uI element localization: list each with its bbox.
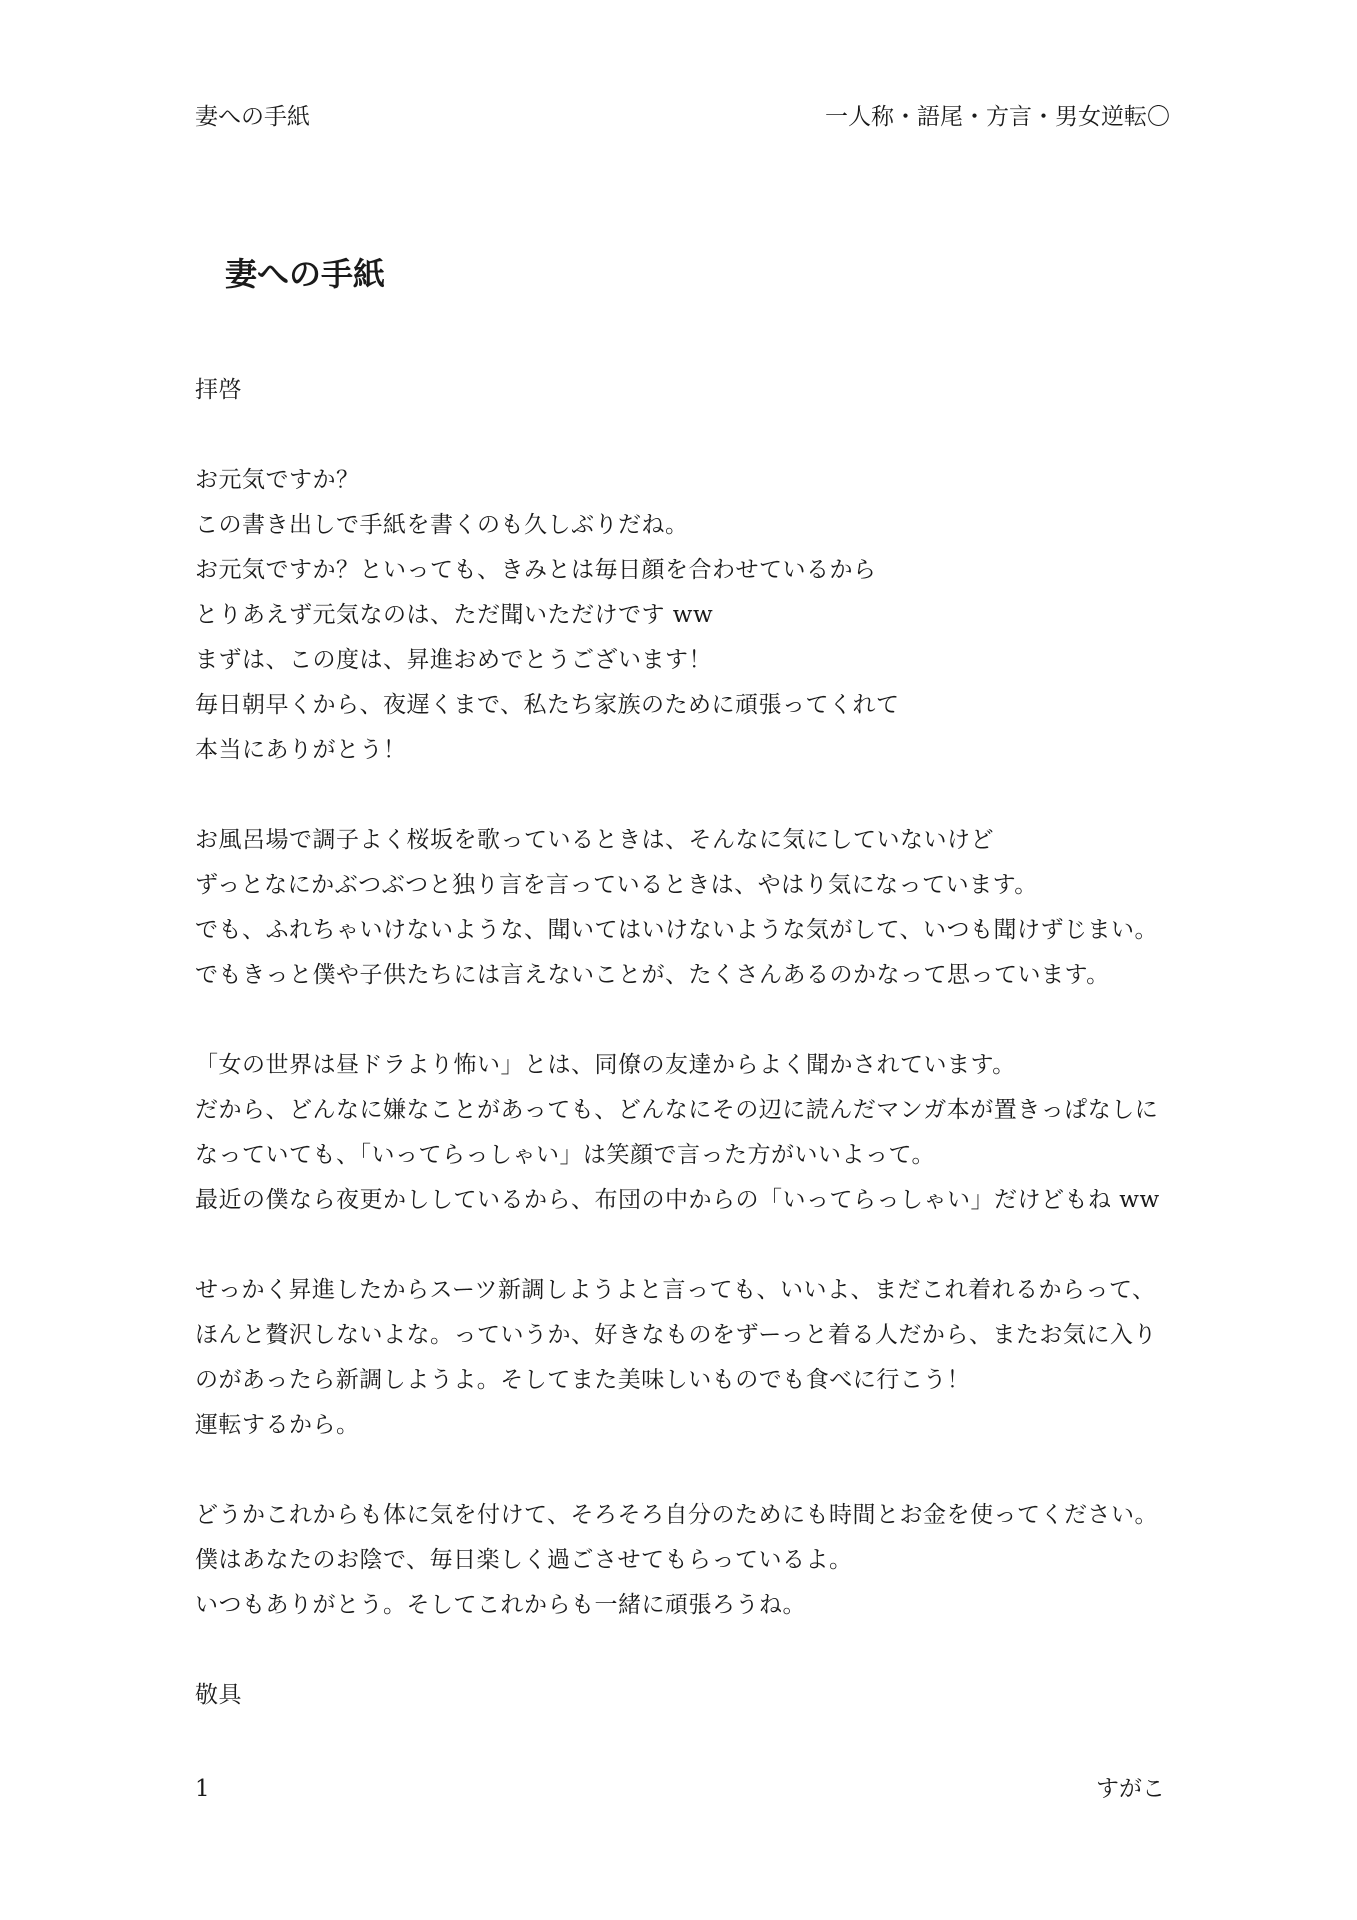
paragraph-1-line: まずは、この度は、昇進おめでとうございます！ (195, 647, 712, 673)
paragraph-3-line: だから、どんなに嫌なことがあっても、どんなにその辺に読んだマンガ本が置きっぱなしに (195, 1097, 1159, 1123)
paragraph-1-line: 毎日朝早くから、夜遅くまで、私たち家族のために頑張ってくれて (195, 692, 900, 718)
paragraph-2-line: お風呂場で調子よく桜坂を歌っているときは、そんなに気にしていないけど (195, 827, 994, 853)
paragraph-5-line: いつもありがとう。そしてこれからも一緒に頑張ろうね。 (195, 1592, 806, 1618)
paragraph-4-line: 運転するから。 (195, 1412, 360, 1438)
paragraph-5-line: 僕はあなたのお陰で、毎日楽しく過ごさせてもらっているよ。 (195, 1547, 853, 1573)
paragraph-4-line: のがあったら新調しようよ。そしてまた美味しいものでも食べに行こう！ (195, 1367, 971, 1393)
page-number: 1 (195, 1776, 210, 1802)
letter-body (195, 368, 1180, 1718)
paragraph-1-line: お元気ですか？といっても、きみとは毎日顔を合わせているから (195, 557, 877, 583)
paragraph-2-line: ずっとなにかぶつぶつと独り言を言っているときは、やはり気になっています。 (195, 872, 1038, 898)
paragraph-4-line: せっかく昇進したからスーツ新調しようよと言っても、いいよ、まだこれ着れるからって、 (195, 1277, 1156, 1303)
greeting: 拝啓 (195, 377, 242, 403)
paragraph-4-line: ほんと贅沢しないよな。っていうか、好きなものをずーっと着る人だから、またお気に入り (195, 1322, 1157, 1348)
paragraph-1-line: 本当にありがとう！ (195, 737, 407, 763)
closing: 敬具 (195, 1682, 242, 1708)
paragraph-1-line: お元気ですか？ (195, 467, 360, 493)
paragraph-2-line: でもきっと僕や子供たちには言えないことが、たくさんあるのかなって思っています。 (195, 962, 1110, 988)
paragraph-1-line: この書き出しで手紙を書くのも久しぶりだね。 (195, 512, 689, 538)
author-name: すがこ (1096, 1776, 1165, 1802)
paragraph-1-line: とりあえず元気なのは、ただ聞いただけです ww (195, 602, 714, 628)
paragraph-3-line: 最近の僕なら夜更かししているから、布団の中からの「いってらっしゃい」だけどもね ww (195, 1187, 1160, 1213)
paragraph-2-line: でも、ふれちゃいけないような、聞いてはいけないような気がして、いつも聞けずじまい。 (195, 917, 1159, 943)
paragraph-3-line: なっていても、「いってらっしゃい」は笑顔で言った方がいいよって。 (195, 1142, 936, 1168)
running-header-tags: 一人称・語尾・方言・男女逆転〇 (825, 104, 1170, 130)
running-header-title: 妻への手紙 (195, 104, 310, 130)
paragraph-3-line: 「女の世界は昼ドラより怖い」とは、同僚の友達からよく聞かされています。 (195, 1052, 1016, 1078)
paragraph-5-line: どうかこれからも体に気を付けて、そろそろ自分のためにも時間とお金を使ってください。 (195, 1502, 1159, 1528)
letter-title: 妻への手紙 (225, 255, 386, 293)
